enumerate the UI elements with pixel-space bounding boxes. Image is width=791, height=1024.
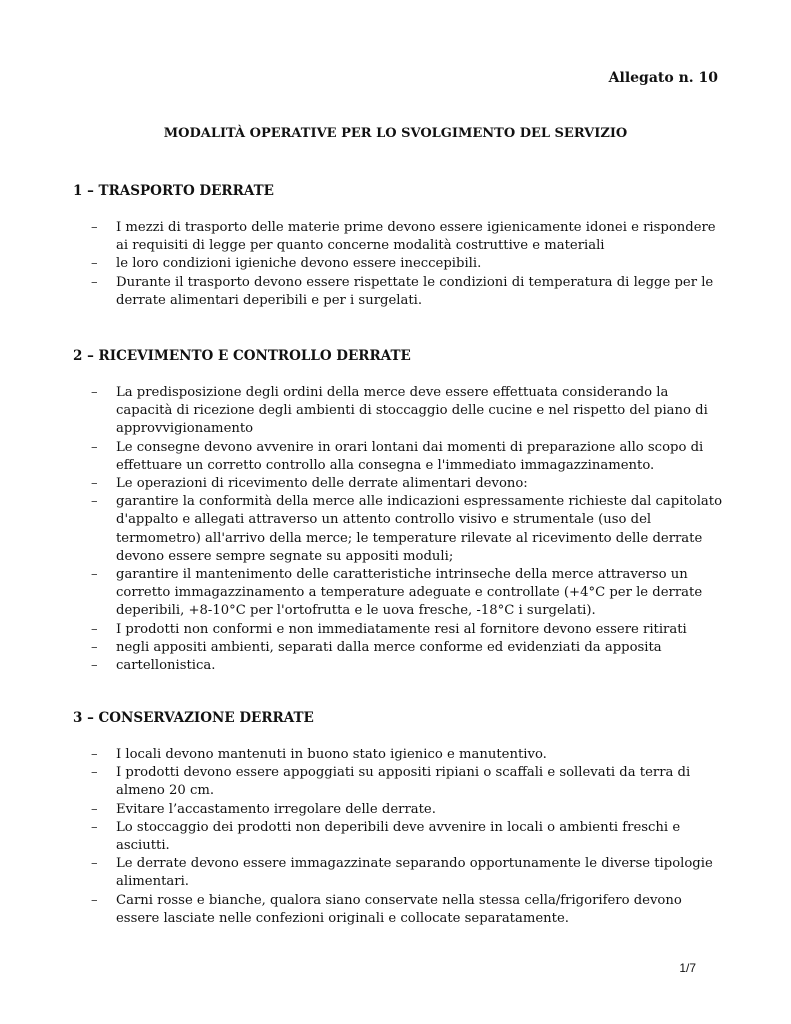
list-item-text: La predisposizione degli ordini della merce deve essere effettuata considerando la capacità di ricezione degli ambienti di stoccaggio delle cucine e nel rispetto del piano di approvvigionamento (116, 385, 708, 437)
section-heading: 2 – RICEVIMENTO E CONTROLLO DERRATE (73, 348, 411, 364)
dash-bullet-icon: – (91, 220, 98, 235)
list-item (73, 493, 723, 566)
list-item-text: garantire il mantenimento delle caratteristiche intrinseche della merce attraverso un corretto immagazzinamento a temperature adeguate e controllate (+4°C per le derrate deperibili, +8-10°C per l'ortofrutta e le uova fresche, -18°C i surgelati). (116, 567, 703, 619)
list-item-text: Lo stoccaggio dei prodotti non deperibili deve avvenire in locali o ambienti freschi e asciutti. (116, 819, 681, 854)
dash-bullet-icon: – (91, 494, 98, 510)
list-item-text: I mezzi di trasporto delle materie prime devono essere igienicamente idonei e rispondere ai requisiti di legge per quanto concerne modalità costruttive e materiali (116, 220, 716, 254)
annex-number: Allegato n. 10 (608, 70, 718, 86)
list-item-text: Carni rosse e bianche, qualora siano conservate nella stessa cella/frigorifero devono essere lasciate nelle confezioni originali e collocate separatamente. (116, 892, 682, 926)
section-reception (73, 347, 723, 675)
dash-bullet-icon: – (91, 856, 98, 872)
list-item (73, 764, 723, 800)
section-transport (73, 182, 723, 310)
dash-bullet-icon: – (91, 892, 98, 908)
list-item (73, 892, 723, 928)
list-item (73, 439, 723, 475)
dash-bullet-icon: – (91, 747, 98, 762)
list-item (73, 819, 723, 855)
dash-bullet-icon: – (91, 658, 98, 674)
list-item-text: Durante il trasporto devono essere rispettate le condizioni di temperatura di legge per le derrate alimentari deperibili e per i surgelati. (116, 274, 714, 308)
list-item (73, 855, 723, 891)
list-item (73, 657, 723, 675)
dash-bullet-icon: – (91, 385, 98, 400)
list-item-text: I locali devono mantenuti in buono stato igienico e manutentivo. (116, 747, 547, 762)
list-item-text: I prodotti non conformi e non immediatamente resi al fornitore devono essere ritirati (116, 621, 687, 637)
list-item-text: Le derrate devono essere immagazzinate separando opportunamente le diverse tipologie alimentari. (116, 856, 713, 890)
dash-bullet-icon: – (91, 621, 98, 637)
dash-bullet-icon: – (91, 256, 98, 272)
section-heading: 1 – TRASPORTO DERRATE (73, 183, 274, 199)
list-item (73, 384, 723, 439)
list-item-text: Evitare l’accastamento irregolare delle derrate. (116, 801, 436, 817)
section-storage (73, 709, 723, 928)
list-item (73, 475, 723, 493)
list-item-text: Le consegne devono avvenire in orari lontani dai momenti di preparazione allo scopo di effettuare un corretto controllo alla consegna e l'immediato immagazzinamento. (116, 439, 704, 473)
dash-bullet-icon: – (91, 765, 98, 781)
list-item-text: cartellonistica. (116, 658, 216, 674)
list-item (73, 255, 723, 273)
document-title: MODALITÀ OPERATIVE PER LO SVOLGIMENTO DEL SERVIZIO (163, 126, 628, 141)
list-item (73, 639, 723, 657)
dash-bullet-icon: – (91, 567, 98, 583)
list-item (73, 621, 723, 639)
list-item (73, 566, 723, 621)
list-item (73, 219, 723, 255)
section-heading: 3 – CONSERVAZIONE DERRATE (73, 710, 314, 726)
list-item-text: garantire la conformità della merce alle indicazioni espressamente richieste dal capitolato d'appalto e allegati attraverso un attento controllo visivo e strumentale (uso del termometro) all'arrivo della merce; le temperature rilevate al ricevimento delle derrate devono essere sempre segnate su appositi moduli; (116, 494, 723, 564)
dash-bullet-icon: – (91, 639, 98, 655)
dash-bullet-icon: – (91, 819, 98, 835)
list-item (73, 801, 723, 819)
list-item (73, 746, 723, 764)
dash-bullet-icon: – (91, 439, 98, 455)
list-item (73, 274, 723, 310)
list-item-text: I prodotti devono essere appoggiati su appositi ripiani o scaffali e sollevati da terra di almeno 20 cm. (116, 765, 691, 799)
bullet-list (73, 384, 723, 675)
list-item-text: le loro condizioni igieniche devono essere ineccepibili. (116, 256, 482, 272)
dash-bullet-icon: – (91, 801, 98, 817)
bullet-list (73, 746, 723, 928)
list-item-text: Le operazioni di ricevimento delle derrate alimentari devono: (116, 476, 528, 492)
page-number: 1/7 (679, 961, 696, 975)
bullet-list (73, 219, 723, 310)
dash-bullet-icon: – (91, 476, 98, 492)
dash-bullet-icon: – (91, 274, 98, 290)
list-item-text: negli appositi ambienti, separati dalla merce conforme ed evidenziati da apposita (116, 639, 662, 655)
